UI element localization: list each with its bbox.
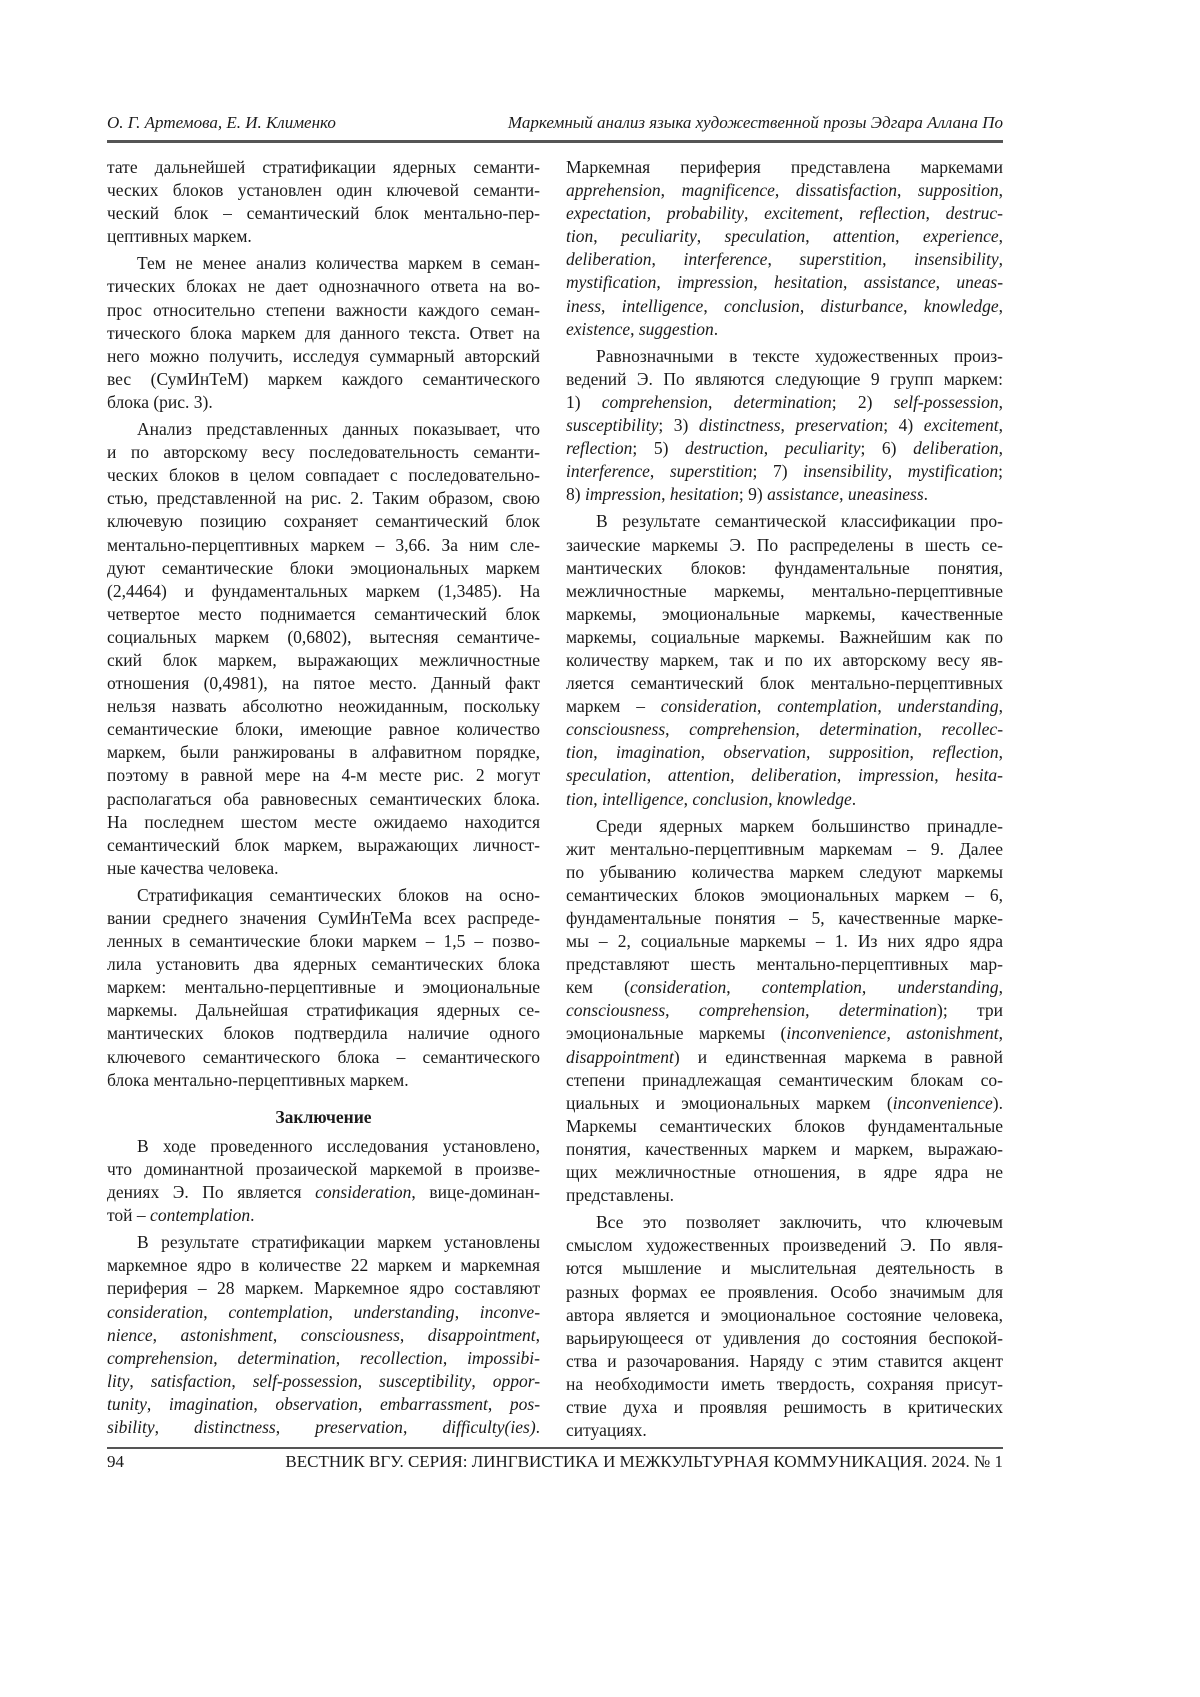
- text-line: interference, superstition; 7) insensibility, mystification;: [566, 460, 1003, 483]
- italic-term: suggestion: [639, 319, 714, 339]
- italic-term: comprehension: [699, 1000, 805, 1020]
- text-line: ленных в семантические блоки маркем – 1,5 – позво-: [107, 930, 540, 953]
- text-line: ключевую позицию сохраняет семантический блок: [107, 510, 540, 533]
- journal-title: ВЕСТНИК ВГУ. СЕРИЯ: ЛИНГВИСТИКА И МЕЖКУЛЬТУРНАЯ КОММУНИКАЦИЯ. 2024. № 1: [285, 1452, 1003, 1472]
- text-line: периферия – 28 маркем. Маркемное ядро составляют: [107, 1277, 540, 1300]
- text-line: и по авторскому весу последовательность семанти-: [107, 441, 540, 464]
- italic-term: impossibi-: [467, 1348, 540, 1368]
- text-line: эмоциональные маркемы (inconvenience, astonishment,: [566, 1022, 1003, 1045]
- text-line: количеству маркем, так и по их авторскому весу яв-: [566, 649, 1003, 672]
- text-line: mystification, impression, hesitation, assistance, uneas-: [566, 271, 1003, 294]
- text-line: тического блока маркем для данного текста. Ответ на: [107, 322, 540, 345]
- italic-term: disturbance: [820, 296, 903, 316]
- italic-term: assistance: [767, 484, 839, 504]
- italic-term: consideration: [315, 1182, 411, 1202]
- italic-term: disappointment: [428, 1325, 536, 1345]
- italic-term: interference: [684, 249, 768, 269]
- header-title: Маркемный анализ языка художественной прозы Эдгара Аллана По: [508, 113, 1003, 133]
- italic-term: interference: [566, 461, 650, 481]
- italic-term: peculiarity: [621, 226, 697, 246]
- text-line: lity, satisfaction, self-possession, susceptibility, oppor-: [107, 1370, 540, 1393]
- text-line: мантических блоков: фундаментальные понятия,: [566, 557, 1003, 580]
- italic-term: speculation: [566, 765, 647, 785]
- italic-term: consciousness: [301, 1325, 400, 1345]
- text-line: ведений Э. По являются следующие 9 групп маркем:: [566, 368, 1003, 391]
- text-line: ключевого семантического блока – семантического: [107, 1046, 540, 1069]
- italic-term: comprehension: [689, 719, 795, 739]
- header-authors: О. Г. Артемова, Е. И. Клименко: [107, 113, 336, 133]
- italic-term: deliberation: [913, 438, 999, 458]
- text-line: susceptibility; 3) distinctness, preservation; 4) excitement,: [566, 414, 1003, 437]
- italic-term: imagination: [616, 742, 701, 762]
- text-line: социальных маркем (0,6802), вытесняя семантиче-: [107, 626, 540, 649]
- italic-term: recollec-: [941, 719, 1003, 739]
- italic-term: insensibility: [803, 461, 888, 481]
- text-line: него можно получить, исследуя суммарный авторский: [107, 345, 540, 368]
- text-line: разных формах ее проявления. Особо значимым для: [566, 1281, 1003, 1304]
- text-line: кем (consideration, contemplation, understanding,: [566, 976, 1003, 999]
- text-line: tion, intelligence, conclusion, knowledge.: [566, 788, 1003, 811]
- italic-term: pos-: [510, 1394, 540, 1414]
- text-line: deliberation, interference, superstition, insensibility,: [566, 248, 1003, 271]
- text-line: автора является и эмоциональное состояние человека,: [566, 1304, 1003, 1327]
- italic-term: supposition: [829, 742, 910, 762]
- italic-term: uneas-: [956, 272, 1003, 292]
- italic-term: self-possession: [253, 1371, 358, 1391]
- text-line: маркемное ядро в количестве 22 маркем и маркемная: [107, 1254, 540, 1277]
- text-line: ются мышление и мыслительная деятельность в: [566, 1257, 1003, 1280]
- text-line: варьирующееся от удивления до состояния беспокой-: [566, 1327, 1003, 1350]
- text-line: nience, astonishment, consciousness, disappointment,: [107, 1324, 540, 1347]
- text-line: ментально-перцептивных маркем – 3,66. За ним сле-: [107, 534, 540, 557]
- paragraph: [566, 345, 1003, 507]
- text-line: (2,4464) и фундаментальных маркем (1,3485). На: [107, 580, 540, 603]
- text-line: consideration, contemplation, understanding, inconve-: [107, 1301, 540, 1324]
- text-line: В результате стратификации маркем установлены: [107, 1231, 540, 1254]
- text-line: щих межличностные отношения, в ядре ядра не: [566, 1161, 1003, 1184]
- italic-term: comprehension: [107, 1348, 213, 1368]
- italic-term: recollection: [360, 1348, 443, 1368]
- text-line: маркемы. Дальнейшая стратификация ядерных се-: [107, 999, 540, 1022]
- text-line: маркемы, эмоциональные маркемы, качественные: [566, 603, 1003, 626]
- text-line: Все это позволяет заключить, что ключевым: [566, 1211, 1003, 1234]
- italic-term: supposition: [918, 180, 999, 200]
- text-line: заические маркемы Э. По распределены в шесть се-: [566, 534, 1003, 557]
- italic-term: intelligence: [622, 296, 704, 316]
- italic-term: consideration: [661, 696, 757, 716]
- italic-term: consideration: [630, 977, 726, 997]
- italic-term: impression: [858, 765, 934, 785]
- italic-term: understanding: [898, 696, 999, 716]
- italic-term: superstition: [799, 249, 882, 269]
- italic-term: consciousness: [566, 1000, 665, 1020]
- text-line: В результате семантической классификации про-: [566, 510, 1003, 533]
- italic-term: contemplation: [228, 1302, 328, 1322]
- italic-term: observation: [275, 1394, 358, 1414]
- text-line: sibility, distinctness, preservation, difficulty(ies).: [107, 1416, 540, 1439]
- text-line: speculation, attention, deliberation, impression, hesita-: [566, 764, 1003, 787]
- text-line: вес (СумИнТеМ) маркем каждого семантического: [107, 368, 540, 391]
- text-line: тических блоках не дает однозначного ответа на во-: [107, 275, 540, 298]
- italic-term: destruc-: [946, 203, 1003, 223]
- italic-term: tunity: [107, 1394, 147, 1414]
- italic-term: reflection: [932, 742, 998, 762]
- text-line: comprehension, determination, recollection, impossibi-: [107, 1347, 540, 1370]
- italic-term: attention: [833, 226, 895, 246]
- paragraph: [107, 252, 540, 414]
- italic-term: contemplation: [777, 696, 877, 716]
- italic-term: knowledge: [777, 789, 852, 809]
- italic-term: consideration: [107, 1302, 203, 1322]
- text-line: Стратификация семантических блоков на осно-: [107, 884, 540, 907]
- section-heading: Заключение: [107, 1106, 540, 1129]
- text-line: блока ментально-перцептивных маркем.: [107, 1069, 540, 1092]
- italic-term: conclusion: [724, 296, 800, 316]
- italic-term: understanding: [354, 1302, 455, 1322]
- italic-term: hesitation: [774, 272, 843, 292]
- text-line: expectation, probability, excitement, reflection, destruc-: [566, 202, 1003, 225]
- italic-term: hesita-: [955, 765, 1003, 785]
- text-line: ства и разочарования. Наряду с этим ставится акцент: [566, 1350, 1003, 1373]
- italic-term: excitement: [764, 203, 839, 223]
- italic-term: nience: [107, 1325, 153, 1345]
- italic-term: contemplation: [762, 977, 862, 997]
- text-line: 1) comprehension, determination; 2) self-possession,: [566, 391, 1003, 414]
- italic-term: inconvenience: [893, 1093, 993, 1113]
- text-line: мы – 2, социальные маркемы – 1. Из них ядро ядра: [566, 930, 1003, 953]
- text-line: отношения (0,4981), на пятое место. Данный факт: [107, 672, 540, 695]
- text-line: Маркемы семантических блоков фундаментальные: [566, 1115, 1003, 1138]
- running-header: [107, 113, 1003, 139]
- italic-term: existence: [566, 319, 630, 339]
- text-line: прос относительно степени важности каждого семан-: [107, 299, 540, 322]
- text-line: tunity, imagination, observation, embarrassment, pos-: [107, 1393, 540, 1416]
- italic-term: uneasiness: [848, 484, 924, 504]
- text-line: тате дальнейшей стратификации ядерных семанти-: [107, 156, 540, 179]
- text-line: блока (рис. 3).: [107, 391, 540, 414]
- text-line: поэтому в равной мере на 4-м месте рис. 2 могут: [107, 764, 540, 787]
- text-line: представляют шесть ментально-перцептивных мар-: [566, 953, 1003, 976]
- text-line: нельзя назвать абсолютно неожиданным, поскольку: [107, 695, 540, 718]
- paragraph: [107, 1135, 540, 1227]
- text-line: по убыванию количества маркем следуют маркемы: [566, 861, 1003, 884]
- text-line: Тем не менее анализ количества маркем в семан-: [107, 252, 540, 275]
- italic-term: determination: [734, 392, 832, 412]
- italic-term: deliberation: [566, 249, 652, 269]
- text-line: что доминантной прозаической маркемой в произве-: [107, 1158, 540, 1181]
- italic-term: determination: [839, 1000, 937, 1020]
- text-line: consciousness, comprehension, determination, recollec-: [566, 718, 1003, 741]
- italic-term: magnificence: [682, 180, 775, 200]
- italic-term: expectation: [566, 203, 647, 223]
- italic-term: peculiarity: [785, 438, 861, 458]
- text-line: В ходе проведенного исследования установлено,: [107, 1135, 540, 1158]
- italic-term: imagination: [169, 1394, 254, 1414]
- italic-term: understanding: [898, 977, 999, 997]
- italic-term: susceptibility: [379, 1371, 471, 1391]
- text-line: ский блок маркем, выражающих межличностные: [107, 649, 540, 672]
- text-line: ческих блоков установлен один ключевой семанти-: [107, 179, 540, 202]
- footer-divider: [107, 1447, 1003, 1449]
- text-line: маркем, были ранжированы в алфавитном порядке,: [107, 741, 540, 764]
- italic-term: disappointment: [566, 1047, 674, 1067]
- italic-term: impression: [585, 484, 661, 504]
- text-line: consciousness, comprehension, determination); три: [566, 999, 1003, 1022]
- text-line: вании среднего значения СумИнТеМа всех распреде-: [107, 907, 540, 930]
- left-column: [107, 156, 540, 1443]
- paragraph: [566, 1211, 1003, 1442]
- italic-term: insensibility: [914, 249, 999, 269]
- text-line: На последнем шестом месте ожидаемо находится: [107, 811, 540, 834]
- italic-term: tion: [566, 742, 593, 762]
- italic-term: excitement: [924, 415, 999, 435]
- text-line: той – contemplation.: [107, 1204, 540, 1227]
- italic-term: impression: [677, 272, 753, 292]
- italic-term: lity: [107, 1371, 129, 1391]
- italic-term: destruction: [685, 438, 764, 458]
- text-line: маркем: ментально-перцептивные и эмоциональные: [107, 976, 540, 999]
- text-line: цептивных маркем.: [107, 225, 540, 248]
- italic-term: preservation: [795, 415, 883, 435]
- text-line: маркемы, социальные маркемы. Важнейшим как по: [566, 626, 1003, 649]
- italic-term: satisfaction: [151, 1371, 232, 1391]
- text-line: понятия, качественных маркем и маркем, выражаю-: [566, 1138, 1003, 1161]
- italic-term: speculation: [725, 226, 806, 246]
- text-line: дуют семантические блоки эмоциональных маркем: [107, 557, 540, 580]
- italic-term: deliberation: [751, 765, 837, 785]
- text-line: ляется семантический блок ментально-перцептивных: [566, 672, 1003, 695]
- text-line: стью, представленной на рис. 2. Таким образом, свою: [107, 487, 540, 510]
- text-line: межличностные маркемы, ментально-перцептивные: [566, 580, 1003, 603]
- text-line: семантических блоков эмоциональных маркем – 6,: [566, 884, 1003, 907]
- italic-term: attention: [668, 765, 730, 785]
- italic-term: tion: [566, 226, 593, 246]
- paragraph: [566, 815, 1003, 1208]
- text-line: циальных и эмоциональных маркем (inconvenience).: [566, 1092, 1003, 1115]
- paragraph: [107, 884, 540, 1092]
- italic-term: susceptibility: [566, 415, 658, 435]
- text-line: дениях Э. По является consideration, вице-доминан-: [107, 1181, 540, 1204]
- header-divider: [107, 140, 1003, 143]
- text-line: степени принадлежащая семантическим блокам со-: [566, 1069, 1003, 1092]
- text-line: смыслом художественных произведений Э. По явля-: [566, 1234, 1003, 1257]
- text-line: ные качества человека.: [107, 857, 540, 880]
- text-line: ствие духа и проявляя решимость в критических: [566, 1396, 1003, 1419]
- italic-term: reflection: [566, 438, 632, 458]
- italic-term: assistance: [864, 272, 936, 292]
- italic-term: conclusion: [692, 789, 768, 809]
- italic-term: observation: [723, 742, 806, 762]
- italic-term: dissatisfaction: [796, 180, 897, 200]
- italic-term: oppor-: [493, 1371, 540, 1391]
- italic-term: mystification: [908, 461, 998, 481]
- text-line: жит ментально-перцептивным маркемам – 9. Далее: [566, 838, 1003, 861]
- right-column: [566, 156, 1003, 1446]
- text-line: четвертое место поднимается семантический блок: [107, 603, 540, 626]
- italic-term: astonishment: [906, 1023, 998, 1043]
- text-line: Анализ представленных данных показывает, что: [107, 418, 540, 441]
- italic-term: distinctness: [194, 1417, 276, 1437]
- text-line: apprehension, magnificence, dissatisfaction, supposition,: [566, 179, 1003, 202]
- text-line: лила установить два ядерных семантических блока: [107, 953, 540, 976]
- text-line: маркем – consideration, contemplation, understanding,: [566, 695, 1003, 718]
- text-line: располагаться оба равновесных семантических блока.: [107, 788, 540, 811]
- text-line: Среди ядерных маркем большинство принадле-: [566, 815, 1003, 838]
- italic-term: determination: [238, 1348, 336, 1368]
- text-line: reflection; 5) destruction, peculiarity; 6) deliberation,: [566, 437, 1003, 460]
- italic-term: preservation: [315, 1417, 403, 1437]
- paragraph: [566, 510, 1003, 810]
- italic-term: iness: [566, 296, 601, 316]
- paragraph: [107, 1231, 540, 1439]
- italic-term: knowledge: [924, 296, 999, 316]
- text-line: disappointment) и единственная маркема в равной: [566, 1046, 1003, 1069]
- text-line: на необходимости иметь твердость, сохраняя присут-: [566, 1373, 1003, 1396]
- italic-term: tion: [566, 789, 593, 809]
- italic-term: distinctness: [699, 415, 781, 435]
- text-line: ситуациях.: [566, 1419, 1003, 1442]
- text-line: 8) impression, hesitation; 9) assistance, uneasiness.: [566, 483, 1003, 506]
- italic-term: experience: [923, 226, 999, 246]
- text-line: мантических блоков подтвердила наличие одного: [107, 1022, 540, 1045]
- italic-term: self-possession: [894, 392, 999, 412]
- paragraph: [107, 418, 540, 880]
- text-line: ческих блоков в целом совпадает с последовательно-: [107, 464, 540, 487]
- italic-term: difficulty(ies): [442, 1417, 535, 1437]
- text-line: семантические блоки, имеющие равное количество: [107, 718, 540, 741]
- italic-term: mystification: [566, 272, 656, 292]
- text-line: Равнозначными в тексте художественных произ-: [566, 345, 1003, 368]
- italic-term: comprehension: [602, 392, 708, 412]
- italic-term: determination: [819, 719, 917, 739]
- paragraph: [566, 156, 1003, 341]
- italic-term: embarrassment: [380, 1394, 488, 1414]
- italic-term: apprehension: [566, 180, 661, 200]
- text-line: представлены.: [566, 1184, 1003, 1207]
- page-number: 94: [107, 1452, 124, 1472]
- italic-term: hesitation: [670, 484, 739, 504]
- text-line: iness, intelligence, conclusion, disturbance, knowledge,: [566, 295, 1003, 318]
- text-line: tion, peculiarity, speculation, attention, experience,: [566, 225, 1003, 248]
- text-line: Маркемная периферия представлена маркемами: [566, 156, 1003, 179]
- text-line: ческий блок – семантический блок ментально-пер-: [107, 202, 540, 225]
- italic-term: contemplation: [150, 1205, 250, 1225]
- italic-term: astonishment: [181, 1325, 273, 1345]
- italic-term: intelligence: [602, 789, 684, 809]
- text-line: tion, imagination, observation, supposition, reflection,: [566, 741, 1003, 764]
- paragraph: [107, 156, 540, 248]
- text-line: фундаментальные понятия – 5, качественные марке-: [566, 907, 1003, 930]
- italic-term: superstition: [670, 461, 753, 481]
- italic-term: inconve-: [480, 1302, 540, 1322]
- italic-term: consciousness: [566, 719, 665, 739]
- italic-term: sibility: [107, 1417, 155, 1437]
- italic-term: inconvenience: [786, 1023, 886, 1043]
- text-line: existence, suggestion.: [566, 318, 1003, 341]
- italic-term: reflection: [859, 203, 925, 223]
- italic-term: probability: [667, 203, 744, 223]
- text-line: семантический блок маркем, выражающих личност-: [107, 834, 540, 857]
